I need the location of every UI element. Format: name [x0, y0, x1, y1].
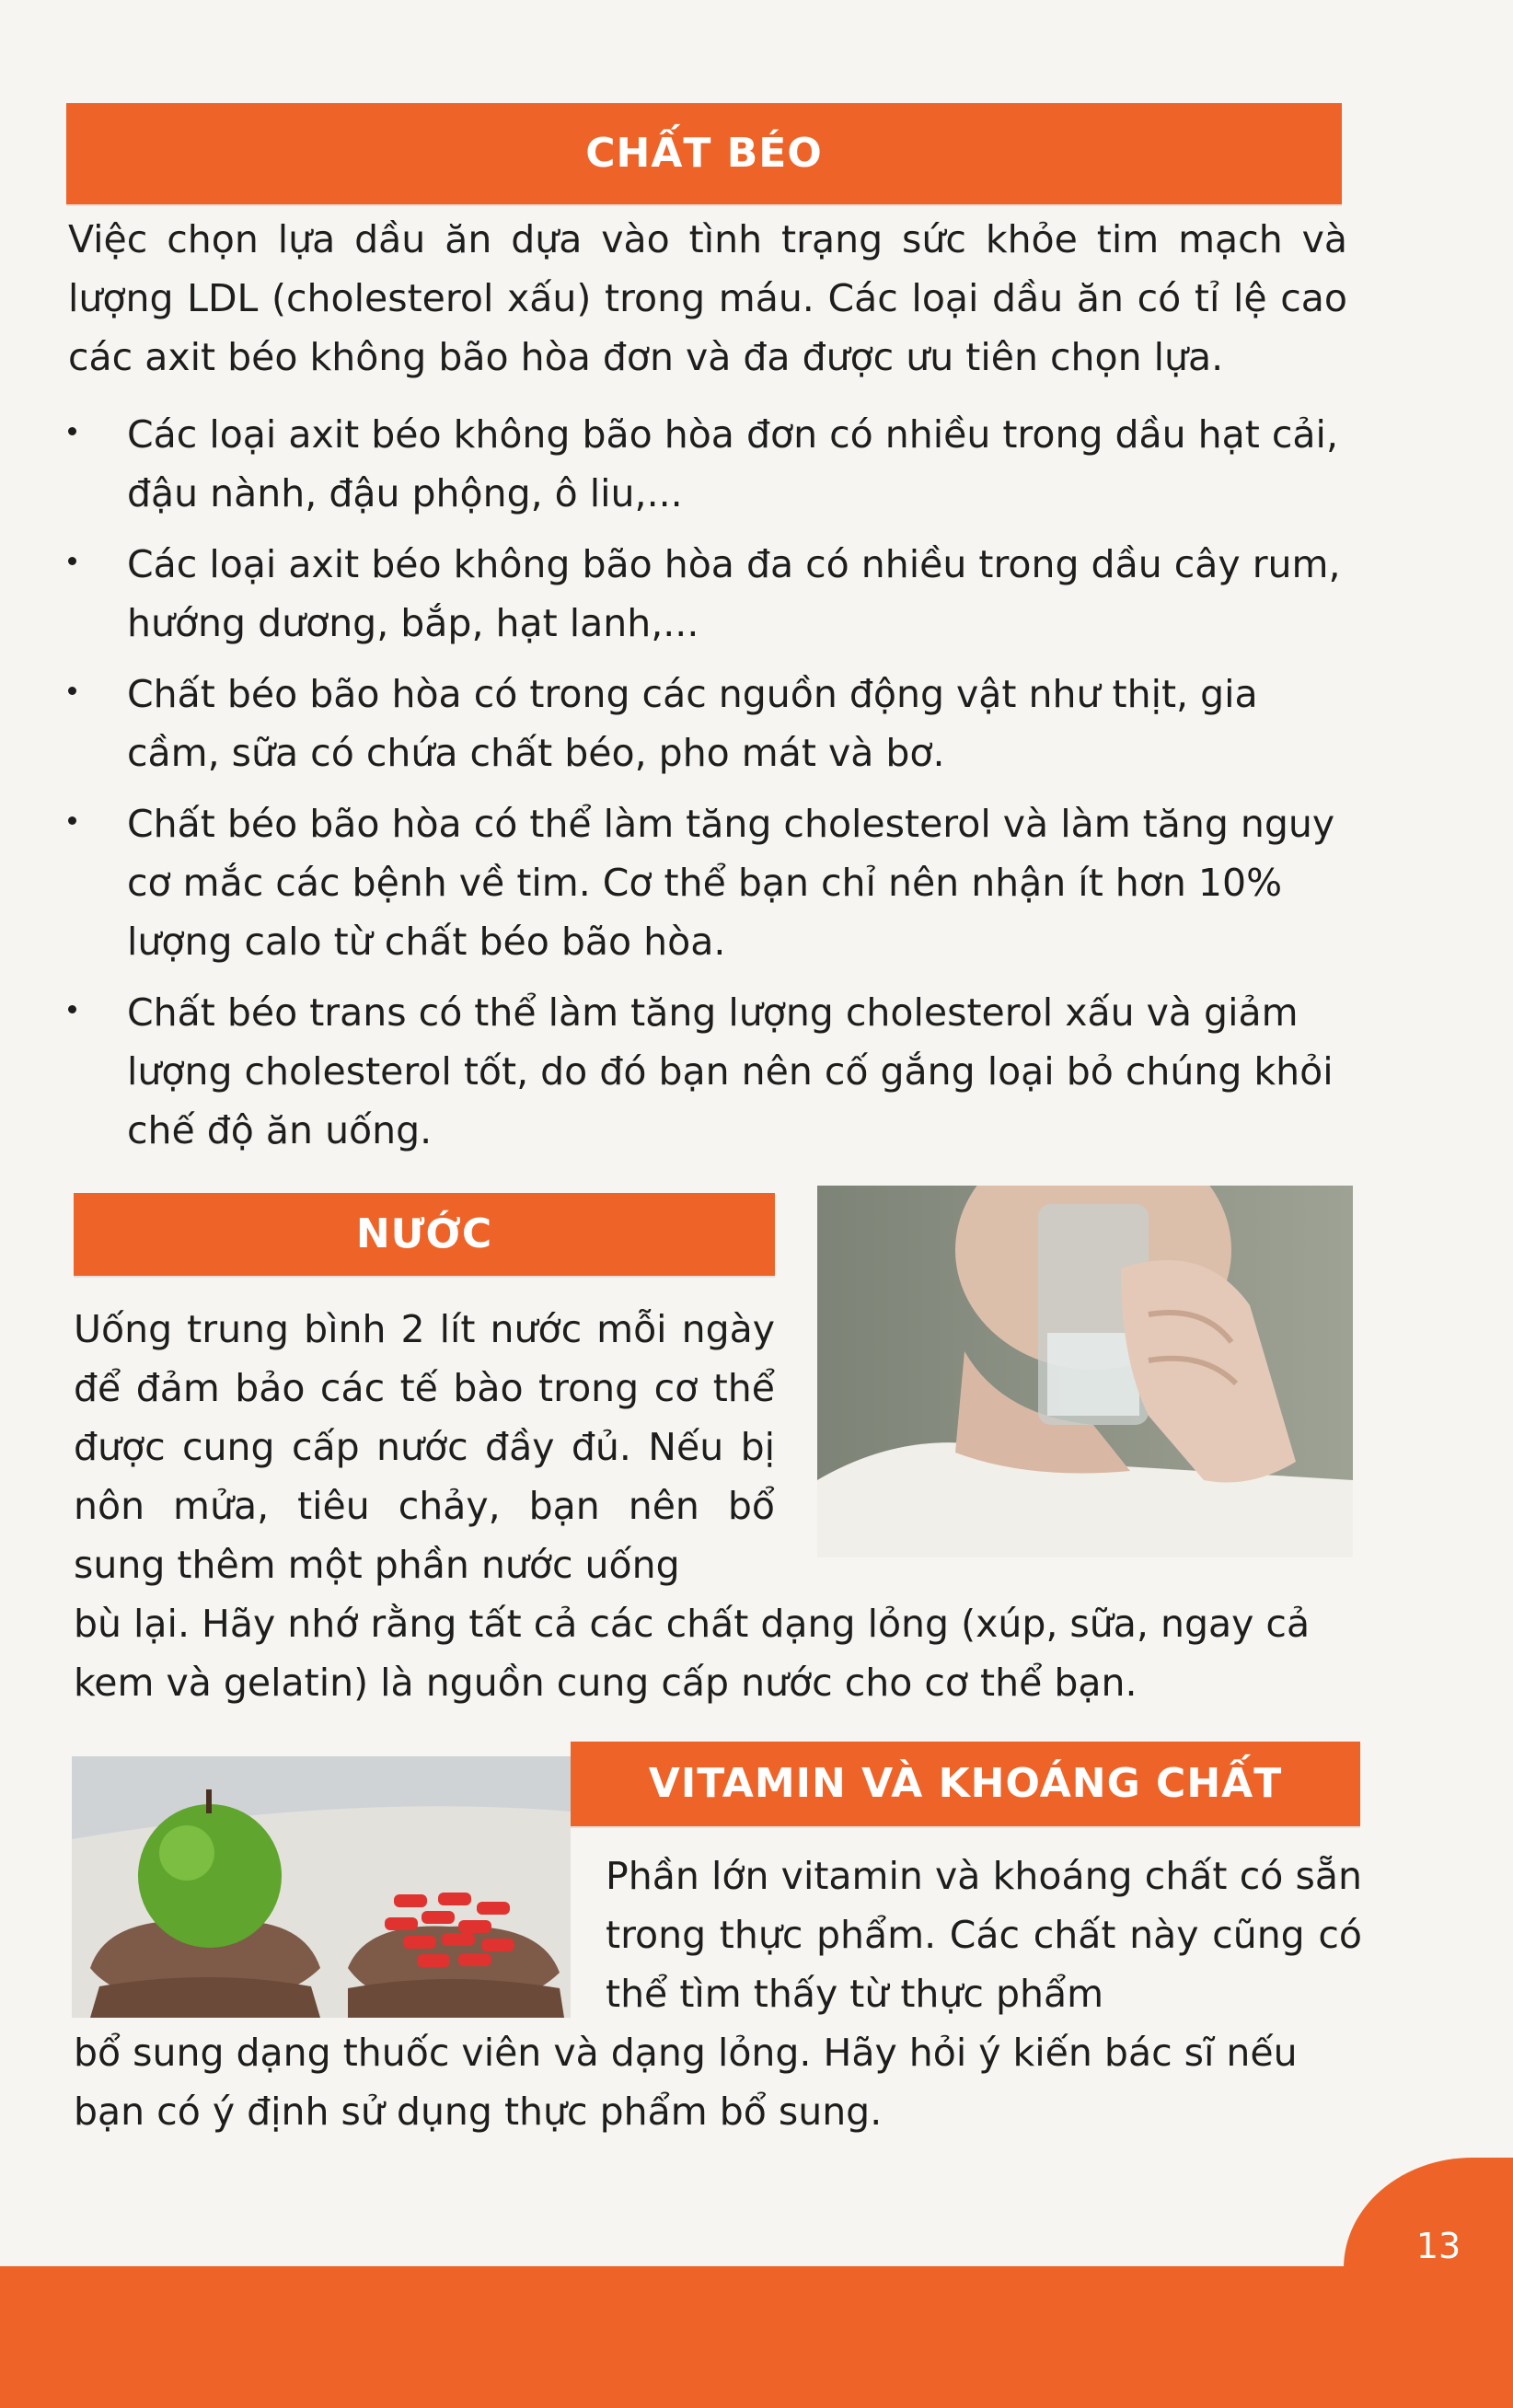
section-banner-vitamins: [571, 1742, 1360, 1826]
list-item: Các loại axit béo không bão hòa đơn có nhiều trong dầu hạt cải, đậu nành, đậu phộng, ô liu,...: [66, 405, 1346, 523]
fat-bullet-list: [66, 405, 1346, 1172]
section-banner-fat: [66, 103, 1342, 204]
water-paragraph-part2: bù lại. Hãy nhớ rằng tất cả các chất dạng lỏng (xúp, sữa, ngay cả kem và gelatin) là nguồn cung cấp nước cho cơ thể bạn.: [74, 1602, 1311, 1705]
bullet-dot-icon: [68, 557, 76, 565]
page-number: 13: [1415, 2226, 1461, 2266]
bullet-dot-icon: [68, 816, 76, 825]
bullet-dot-icon: [68, 427, 76, 435]
list-item: Chất béo trans có thể làm tăng lượng cholesterol xấu và giảm lượng cholesterol tốt, do đó bạn nên cố gắng loại bỏ chúng khỏi chế độ ăn uống.: [66, 983, 1346, 1160]
drinking-water-illustration: [817, 1186, 1353, 1557]
list-item: Chất béo bão hòa có trong các nguồn động vật như thịt, gia cầm, sữa có chứa chất béo, pho mát và bơ.: [66, 665, 1346, 782]
apple-pills-illustration: [72, 1756, 571, 2018]
vitamins-paragraph-part2: bổ sung dạng thuốc viên và dạng lỏng. Hãy hỏi ý kiến bác sĩ nếu bạn có ý định sử dụng thực phẩm bổ sung.: [74, 2031, 1298, 2134]
drinking-water-photo: [817, 1186, 1353, 1557]
bullet-dot-icon: [68, 687, 76, 695]
section-banner-water: [74, 1193, 775, 1276]
bullet-dot-icon: [68, 1005, 76, 1013]
section-title-water: NƯỚC: [355, 1210, 493, 1257]
footer-band: [0, 2266, 1513, 2408]
section-title-vitamins: VITAMIN VÀ KHOÁNG CHẤT: [648, 1760, 1283, 1807]
page-number-tab: [1344, 2158, 1513, 2286]
fat-intro-paragraph: Việc chọn lựa dầu ăn dựa vào tình trạng sức khỏe tim mạch và lượng LDL (cholesterol xấu) trong máu. Các loại dầu ăn có tỉ lệ cao các axit béo không bão hòa đơn và đa được ưu tiên chọn lựa.: [68, 217, 1347, 379]
apple-and-pills-photo: [72, 1756, 571, 2018]
list-item: Các loại axit béo không bão hòa đa có nhiều trong dầu cây rum, hướng dương, bắp, hạt lanh,...: [66, 535, 1346, 653]
list-item: Chất béo bão hòa có thể làm tăng cholesterol và làm tăng nguy cơ mắc các bệnh về tim. Cơ thể bạn chỉ nên nhận ít hơn 10% lượng calo từ chất béo bão hòa.: [66, 794, 1346, 971]
water-paragraph-part1: Uống trung bình 2 lít nước mỗi ngày để đảm bảo các tế bào trong cơ thể được cung cấp nước đầy đủ. Nếu bị nôn mửa, tiêu chảy, bạn nên bổ sung thêm một phần nước uống: [74, 1307, 775, 1587]
vitamins-paragraph-part1: Phần lớn vitamin và khoáng chất có sẵn trong thực phẩm. Các chất này cũng có thể tìm thấy từ thực phẩm: [606, 1854, 1362, 2016]
section-title-fat: CHẤT BÉO: [585, 130, 823, 177]
